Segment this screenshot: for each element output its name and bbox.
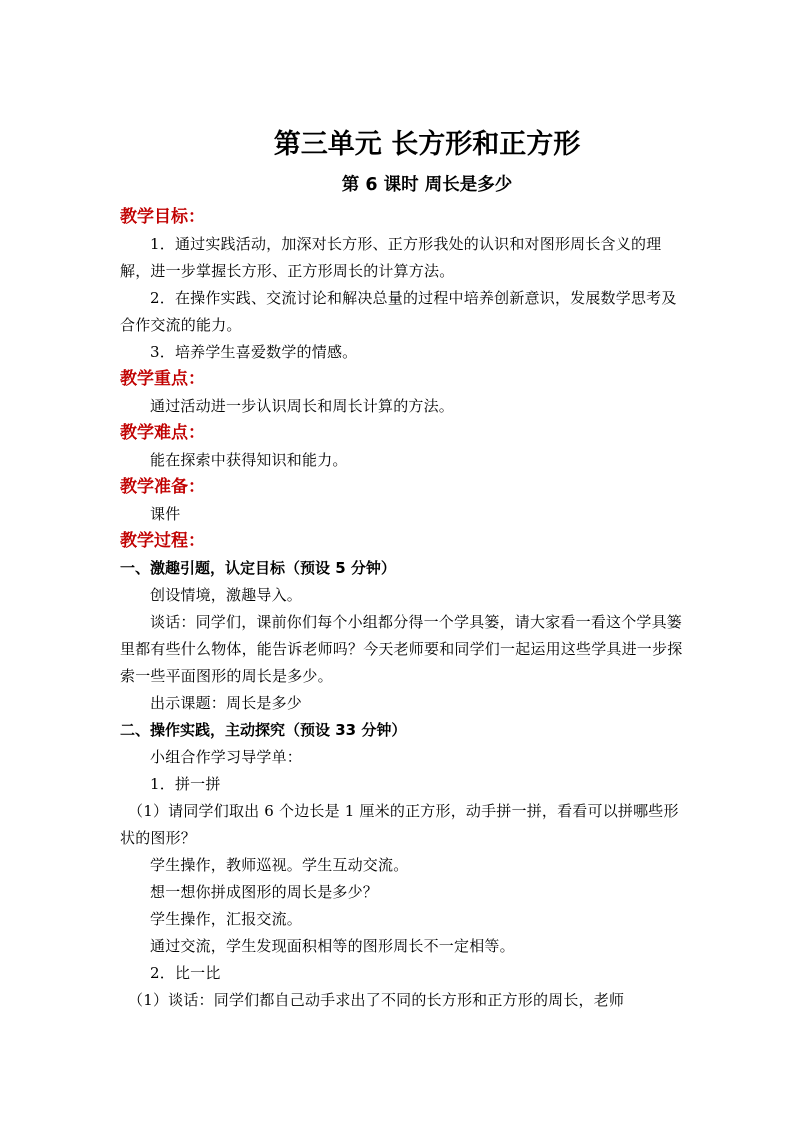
goal-item: 2．在操作实践、交流讨论和解决总量的过程中培养创新意识，发展数学思考及合作交流的能力。 bbox=[120, 289, 677, 334]
preparation-text: 课件 bbox=[150, 505, 181, 523]
step-1-line: 出示课题：周长是多少 bbox=[150, 694, 303, 712]
step-2-subitem: （1）谈话：同学们都自己动手求出了不同的长方形和正方形的周长，老师 bbox=[128, 991, 625, 1009]
lesson-subtitle: 第 6 课时 周长是多少 bbox=[341, 175, 513, 195]
document-title: 第三单元 长方形和正方形 bbox=[273, 129, 581, 160]
goal-item: 3．培养学生喜爱数学的情感。 bbox=[150, 343, 358, 361]
difficulty-text: 能在探索中获得知识和能力。 bbox=[150, 451, 348, 469]
key-points-heading: 教学重点： bbox=[120, 369, 205, 389]
step-2-subitem: （1）请同学们取出 6 个边长是 1 厘米的正方形，动手拼一拼，看看可以拼哪些形状的图形？ bbox=[120, 802, 679, 847]
step-1-line: 谈话：同学们，课前你们每个小组都分得一个学具篓，请大家看一看这个学具篓里都有些什么物体，能告诉老师吗？今天老师要和同学们一起运用这些学具进一步探索一些平面图形的周长是多少。 bbox=[120, 613, 683, 685]
step-2-line: 2．比一比 bbox=[150, 964, 221, 982]
step-2-title: 二、操作实践，主动探究（预设 33 分钟） bbox=[120, 721, 407, 739]
goals-heading: 教学目标： bbox=[120, 207, 205, 227]
step-2-line: 通过交流，学生发现面积相等的图形周长不一定相等。 bbox=[150, 937, 515, 955]
goal-item: 1．通过实践活动，加深对长方形、正方形我处的认识和对图形周长含义的理解，进一步掌握长方形、正方形周长的计算方法。 bbox=[120, 235, 662, 280]
step-1-line: 创设情境，激趣导入。 bbox=[150, 586, 303, 604]
step-1-title: 一、激趣引题，认定目标（预设 5 分钟） bbox=[120, 559, 396, 577]
step-2-line: 小组合作学习导学单： bbox=[150, 748, 303, 766]
step-2-line: 学生操作，汇报交流。 bbox=[150, 910, 303, 928]
step-2-line: 1．拼一拼 bbox=[150, 775, 221, 793]
process-heading: 教学过程： bbox=[120, 531, 205, 551]
step-2-line: 想一想你拼成图形的周长是多少？ bbox=[150, 883, 379, 901]
difficulty-heading: 教学难点： bbox=[120, 423, 205, 443]
step-2-line: 学生操作，教师巡视。学生互动交流。 bbox=[150, 856, 409, 874]
preparation-heading: 教学准备： bbox=[120, 477, 205, 497]
key-points-text: 通过活动进一步认识周长和周长计算的方法。 bbox=[150, 397, 455, 415]
